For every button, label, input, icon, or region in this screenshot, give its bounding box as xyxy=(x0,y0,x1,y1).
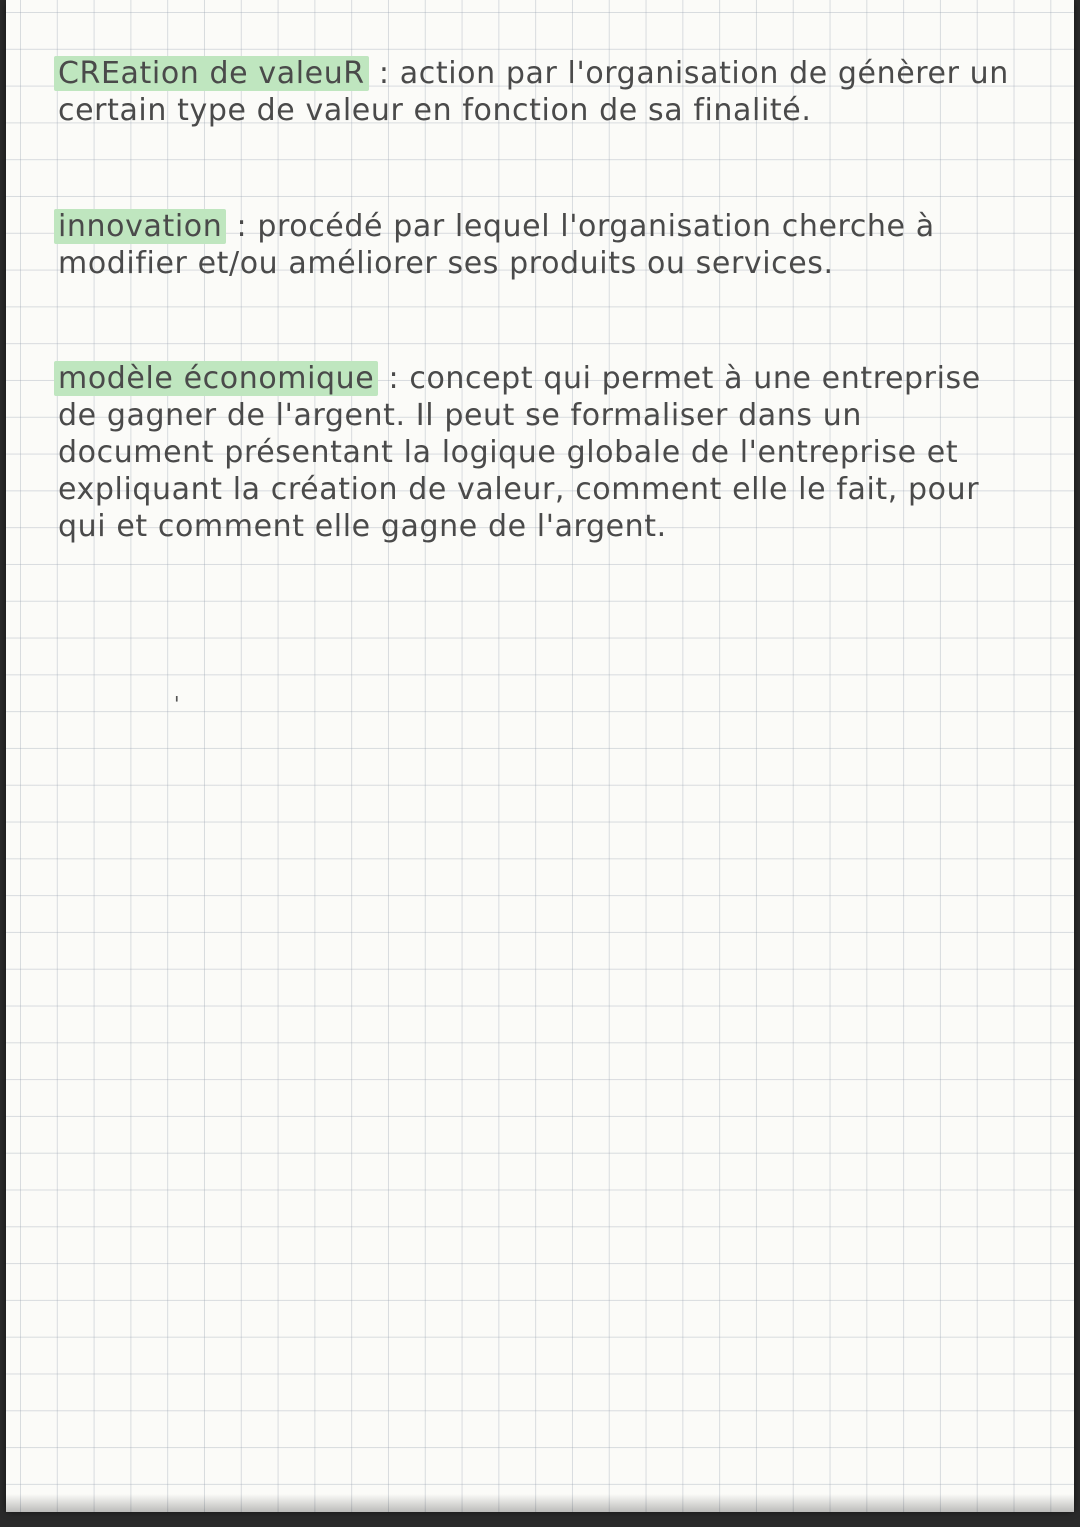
definition-text: concept qui permet à une entreprise de gagner de l'argent. Il peut se formaliser dans un document présentant la logique globale de l'entreprise et expliquant la création de valeur, comment elle le fait, pour qui et comment elle gagne de l'argent. xyxy=(58,361,981,544)
grid-paper-sheet xyxy=(6,0,1074,1512)
definition-text: action par l'organisation de génèrer un certain type de valeur en fonction de sa finalité. xyxy=(58,56,1009,128)
term-highlight: innovation xyxy=(54,209,226,244)
stray-pen-mark: ' xyxy=(174,692,180,716)
term-highlight: modèle économique xyxy=(54,361,378,396)
term-separator: : xyxy=(236,209,248,244)
term-separator: : xyxy=(388,361,400,396)
definition-creation-de-valeur xyxy=(58,55,1018,129)
page-bottom-shadow xyxy=(6,1494,1074,1512)
definition-text: procédé par lequel l'organisation cherche à modifier et/ou améliorer ses produits ou services. xyxy=(58,209,935,281)
term-separator: : xyxy=(378,56,390,91)
definition-innovation xyxy=(58,208,1018,282)
definition-modele-economique xyxy=(58,360,1018,545)
term-highlight: CREation de valeuR xyxy=(54,56,369,91)
